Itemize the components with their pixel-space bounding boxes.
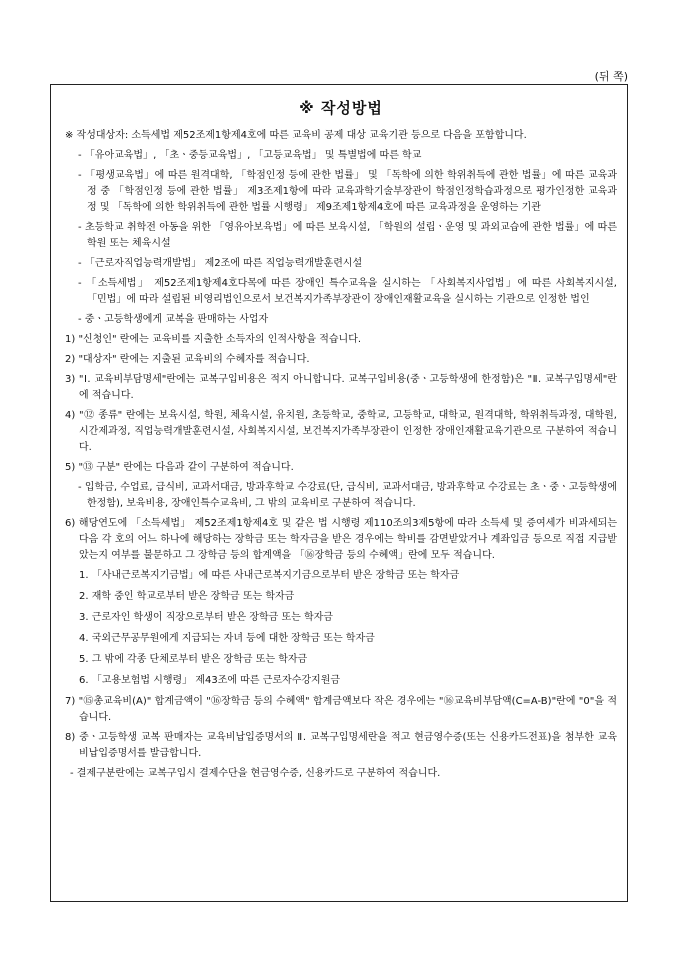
instruction-item-3: 3) "Ⅰ. 교육비부담명세"란에는 교복구입비용은 적지 아니합니다. 교복구입비용(중ㆍ고등학생에 한정함)은 "Ⅱ. 교복구입명세"란에 적습니다. [65,374,617,401]
instruction-item-4: 4) "⑫ 종류" 란에는 보육시설, 학원, 체육시설, 유치원, 초등학교, 중학교, 고등학교, 대학교, 원격대학, 학위취득과정, 대학원, 시간제과정, 직업능력개발훈련시설, 사회복지시설, 보건복지가족부장관이 인정한 장애인재활교육기관으로 구분하여 적습니다. [65,410,617,453]
instruction-item-6: 6) 해당연도에 「소득세법」 제52조제1항제4호 및 같은 법 시행령 제110조의3제5항에 따라 소득세 및 증여세가 비과세되는 다음 각 호의 어느 하나에 해당하는 장학금 또는 학자금을 받은 경우에는 학비를 감면받았거나 계좌입금 등으로 직접 지급받았는지 여부를 불문하고 그 장학금 등의 합계액을 「⑯장학금 등의 수혜액」란에 모두 적습니다. [65,518,617,561]
scholarship-type: 5. 그 밖에 각종 단체로부터 받은 장학금 또는 학자금 [79,654,308,665]
instruction-item-5-sub: - 입학금, 수업료, 급식비, 교과서대금, 방과후학교 수강료(단, 급식비, 교과서대금, 방과후학교 수강료는 초ㆍ중ㆍ고등학생에 한정함), 보육비용, 장애인특수교육비, 그 밖의 교육비로 구분하여 적습니다. [78,482,617,509]
instruction-item-7: 7) "⑮총교육비(A)" 합계금액이 "⑯장학금 등의 수혜액" 합계금액보다 작은 경우에는 "⑯교육비부담액(C=A-B)"란에 "0"을 적습니다. [65,696,617,723]
target-item: - 「유아교육법」, 「초ㆍ중등교육법」, 「고등교육법」 및 특별법에 따른 학교 [78,150,422,161]
instruction-item-8-sub: - 결제구분란에는 교복구입시 결제수단을 현금영수증, 신용카드로 구분하여 적습니다. [70,768,441,779]
instruction-item-1: 1) "신청인" 란에는 교육비를 지출한 소득자의 인적사항을 적습니다. [65,334,362,345]
target-item: - 「근로자직업능력개발법」 제2조에 따른 직업능력개발훈련시설 [78,258,363,269]
instruction-item-2: 2) "대상자" 란에는 지출된 교육비의 수혜자를 적습니다. [65,354,310,365]
target-item: - 「소득세법」 제52조제1항제4호다목에 따른 장애인 특수교육을 실시하는 「사회복지사업법」에 따른 사회복지시설, 「민법」에 따라 설립된 비영리법인으로서 보건복지가족부장관이 장애인재활교육을 실시하는 기관으로 인정한 법인 [78,278,617,305]
instruction-item-8: 8) 중ㆍ고등학생 교복 판매자는 교육비납입증명서의 Ⅱ. 교복구입명세란을 적고 현금영수증(또는 신용카드전표)을 첨부한 교육비납입증명서를 발급합니다. [65,732,617,759]
instruction-item-5: 5) "⑬ 구분" 란에는 다음과 같이 구분하여 적습니다. [65,462,294,473]
intro-paragraph: ※ 작성대상자: 소득세법 제52조제1항제4호에 따른 교육비 공제 대상 교육기관 등으로 다음을 포함합니다. [65,130,527,141]
section-title: ※ 작성방법 [299,99,383,117]
instructions-box [50,84,628,902]
page-note: (뒤 쪽) [594,70,628,83]
scholarship-type: 2. 재학 중인 학교로부터 받은 장학금 또는 학자금 [79,591,295,602]
target-item: - 중ㆍ고등학생에게 교복을 판매하는 사업자 [78,314,269,325]
target-item: - 초등학교 취학전 아동을 위한 「영유아보육법」에 따른 보육시설, 「학원의 설립ㆍ운영 및 과외교습에 관한 법률」에 따른 학원 또는 체육시설 [78,222,617,249]
target-item: - 「평생교육법」에 따른 원격대학, 「학점인정 등에 관한 법률」 및 「독학에 의한 학위취득에 관한 법률」에 따른 교육과정 중 「학점인정 등에 관한 법률」 제3조제1항에 따라 교육과학기술부장관이 학점인정학습과정으로 평가인정한 교육과정 및 「독학에 의한 학위취득에 관한 법률 시행령」 제9조제1항제4호에 따른 교육과정을 운영하는 기관 [78,170,617,213]
scholarship-type: 6. 「고용보험법 시행령」 제43조에 따른 근로자수강지원금 [79,675,341,686]
scholarship-type: 3. 근로자인 학생이 직장으로부터 받은 장학금 또는 학자금 [79,612,333,623]
scholarship-type: 4. 국외근무공무원에게 지급되는 자녀 등에 대한 장학금 또는 학자금 [79,633,375,644]
scholarship-type: 1. 「사내근로복지기금법」에 따른 사내근로복지기금으로부터 받은 장학금 또는 학자금 [79,570,460,581]
